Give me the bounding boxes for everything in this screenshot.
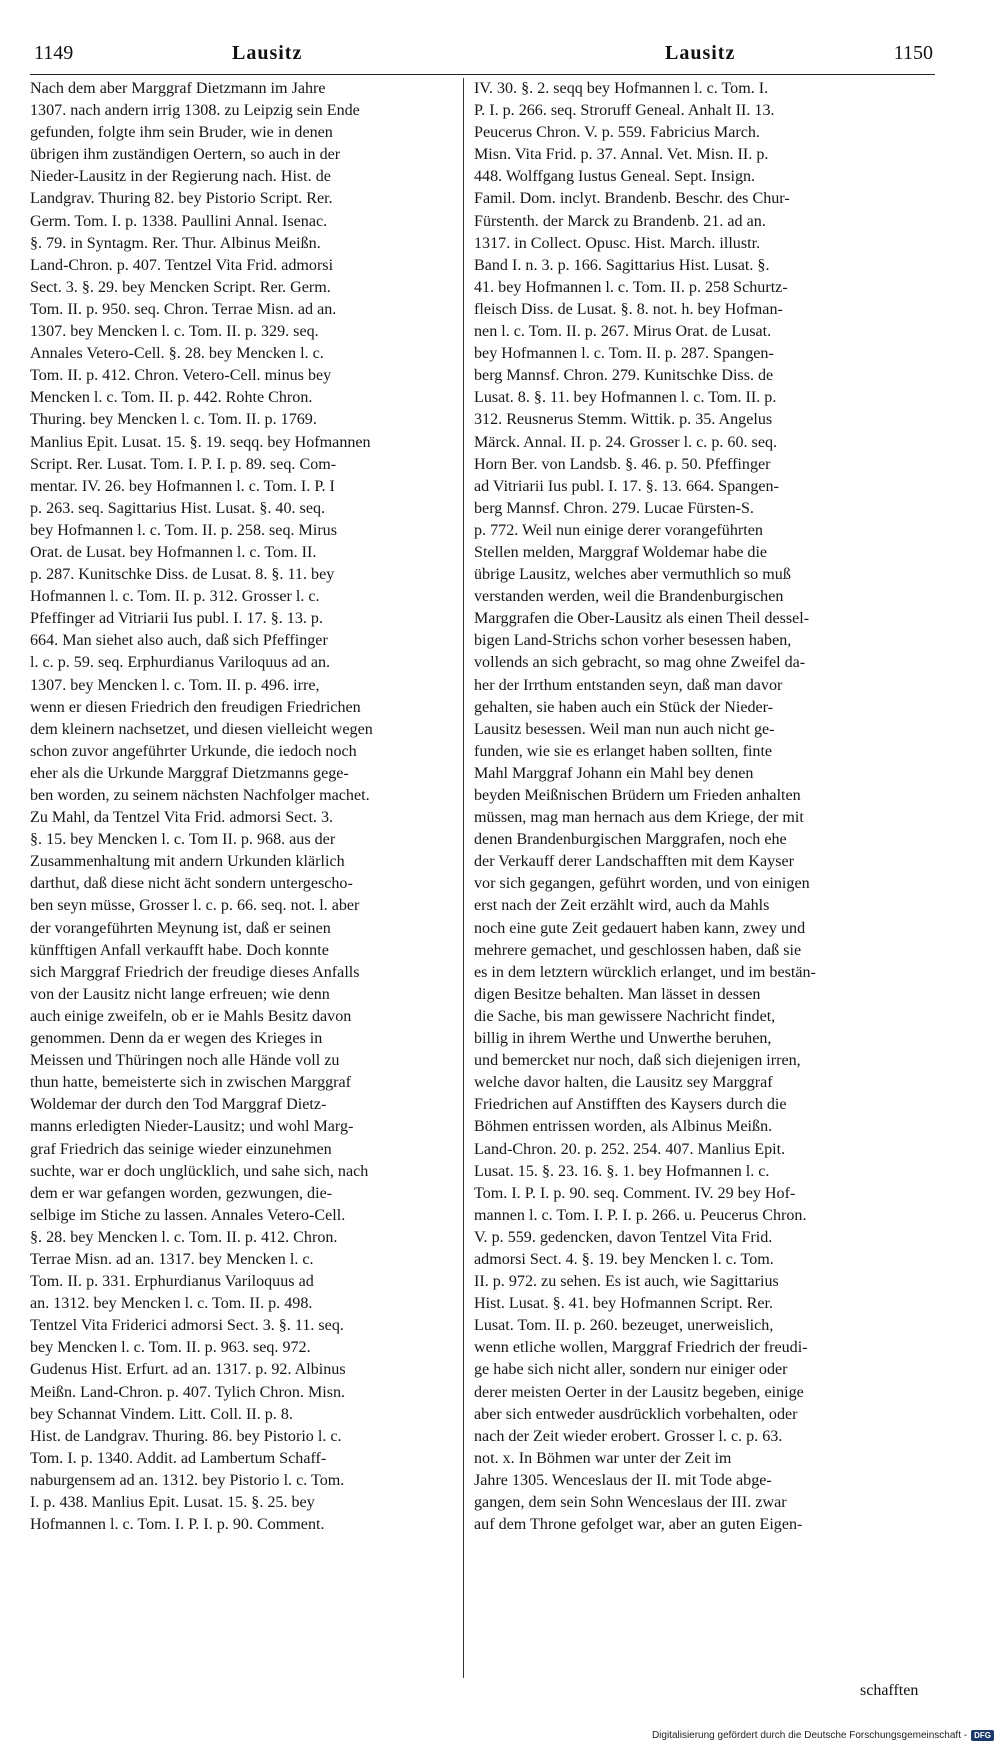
- text-line: noch eine gute Zeit gedauert haben kann, zwey und: [474, 919, 806, 937]
- text-line: Zusammenhaltung mit andern Urkunden klärlich: [30, 853, 345, 871]
- text-line: dem kleinern nachsetzet, und diesen vielleicht wegen: [30, 720, 373, 738]
- text-line: nach der Zeit wieder erobert. Grosser l. c. p. 63.: [474, 1427, 783, 1445]
- text-line: wenn er diesen Friedrich den freudigen Friedrichen: [30, 698, 361, 716]
- text-line: IV. 30. §. 2. seqq bey Hofmannen l. c. Tom. I.: [474, 80, 769, 97]
- text-line: darthut, daß diese nicht ächt sondern untergescho-: [30, 875, 353, 893]
- text-line: ge habe sich nicht aller, sondern nur einiger oder: [474, 1361, 788, 1379]
- text-line: Mencken l. c. Tom. II. p. 442. Rohte Chron.: [30, 389, 313, 407]
- running-title-right: Lausitz: [665, 42, 736, 64]
- text-line: nen l. c. Tom. II. p. 267. Mirus Orat. de Lusat.: [474, 323, 772, 341]
- text-line: thun hatte, bemeisterte sich in zwischen Marggraf: [30, 1074, 352, 1092]
- text-line: erst nach der Zeit erzählt wird, auch da Mahls: [474, 897, 770, 915]
- text-line: von der Lausitz nicht lange erfreuen; wie denn: [30, 985, 330, 1003]
- text-line: Hist. de Landgrav. Thuring. 86. bey Pistorio l. c.: [30, 1427, 342, 1445]
- text-line: vollends an sich gebracht, so mag ohne Zweifel da-: [474, 654, 806, 672]
- text-line: mentar. IV. 26. bey Hofmannen l. c. Tom. I. P. I: [30, 477, 335, 495]
- text-line: Manlius Epit. Lusat. 15. §. 19. seqq. bey Hofmannen: [30, 433, 371, 451]
- page-number-left: 1149: [34, 42, 74, 64]
- text-line: dem er war gefangen worden, gezwungen, die-: [30, 1184, 333, 1202]
- text-line: gangen, dem sein Sohn Wenceslaus der III. zwar: [474, 1494, 787, 1511]
- text-line: Lusat. Tom. II. p. 260. bezeuget, unerweislich,: [474, 1317, 774, 1335]
- running-head: [30, 36, 935, 76]
- text-line: mannen l. c. Tom. I. P. I. p. 266. u. Peucerus Chron.: [474, 1206, 807, 1224]
- text-line: und bemercket nur noch, daß sich diejenigen irren,: [474, 1052, 801, 1070]
- text-line: 41. bey Hofmannen l. c. Tom. II. p. 258 Schurtz-: [474, 278, 788, 296]
- text-line: billig in ihrem Werthe und Unwerthe beruhen,: [474, 1030, 772, 1048]
- text-line: Zu Mahl, da Tentzel Vita Frid. admorsi Sect. 3.: [30, 809, 334, 827]
- dfg-logo: DFG: [971, 1730, 994, 1741]
- text-line: Land-Chron. p. 407. Tentzel Vita Frid. admorsi: [30, 256, 334, 274]
- text-line: Annales Vetero-Cell. §. 28. bey Mencken l. c.: [30, 345, 324, 363]
- text-line: Hofmannen l. c. Tom. II. p. 312. Grosser l. c.: [30, 588, 320, 606]
- text-line: Nieder-Lausitz in der Regierung nach. Hist. de: [30, 168, 331, 186]
- header-rule: [30, 74, 935, 75]
- text-line: bey Mencken l. c. Tom. II. p. 963. seq. 972.: [30, 1339, 311, 1357]
- text-line: Terrae Misn. ad an. 1317. bey Mencken l. c.: [30, 1250, 314, 1268]
- text-line: wenn etliche wollen, Marggraf Friedrich der freudi-: [474, 1339, 808, 1357]
- text-line: 312. Reusnerus Stemm. Wittik. p. 35. Angelus: [474, 411, 773, 429]
- text-line: II. p. 972. zu sehen. Es ist auch, wie Sagittarius: [474, 1273, 779, 1291]
- text-line: Sect. 3. §. 29. bey Mencken Script. Rer. Germ.: [30, 278, 331, 296]
- text-line: her der Irrthum entstanden seyn, daß man davor: [474, 676, 783, 694]
- text-line: ben worden, zu seinem nächsten Nachfolger machet.: [30, 787, 370, 804]
- text-line: müssen, mag man hernach aus dem Kriege, der mit: [474, 809, 804, 827]
- text-line: not. x. In Böhmen war unter der Zeit im: [474, 1449, 732, 1467]
- text-line: Jahre 1305. Wenceslaus der II. mit Tode abge-: [474, 1471, 772, 1489]
- text-line: eher als die Urkunde Marggraf Dietzmanns gege-: [30, 764, 349, 782]
- text-line: Lausitz besessen. Weil man nun auch nicht ge-: [474, 720, 775, 738]
- text-line: beyden Meißnischen Brüdern um Frieden anhalten: [474, 787, 801, 804]
- text-line: p. 263. seq. Sagittarius Hist. Lusat. §. 40. seq.: [30, 499, 326, 517]
- left-column: [30, 78, 462, 1536]
- text-line: V. p. 559. gedencken, davon Tentzel Vita Frid.: [474, 1228, 773, 1246]
- text-line: Band I. n. 3. p. 166. Sagittarius Hist. Lusat. §.: [474, 256, 770, 274]
- text-line: 664. Man siehet also auch, daß sich Pfeffinger: [30, 632, 328, 650]
- text-line: Script. Rer. Lusat. Tom. I. P. I. p. 89. seq. Com-: [30, 455, 337, 473]
- text-line: Famil. Dom. inclyt. Brandenb. Beschr. des Chur-: [474, 190, 790, 208]
- text-line: bey Hofmannen l. c. Tom. II. p. 287. Spangen-: [474, 345, 774, 363]
- text-line: funden, wie sie es erlanget haben sollten, finte: [474, 742, 773, 760]
- text-line: Marggrafen die Ober-Lausitz als einen Theil dessel-: [474, 610, 810, 628]
- text-line: schon zuvor angeführter Urkunde, die iedoch noch: [30, 742, 357, 760]
- text-line: derer meisten Oerter in der Lausitz begeben, einige: [474, 1383, 804, 1401]
- text-line: Mahl Marggraf Johann ein Mahl bey denen: [474, 764, 754, 782]
- text-line: Woldemar der durch den Tod Marggraf Dietz-: [30, 1096, 327, 1114]
- text-line: P. I. p. 266. seq. Stroruff Geneal. Anhalt II. 13.: [474, 102, 775, 120]
- text-line: die Sache, bis man gewissere Nachricht findet,: [474, 1007, 776, 1025]
- text-line: berg Mannsf. Chron. 279. Lucae Fürsten-S.: [474, 499, 754, 517]
- text-line: digen Besitze behalten. Man lässet in dessen: [474, 985, 761, 1003]
- text-line: p. 287. Kunitschke Diss. de Lusat. 8. §. 11. bey: [30, 566, 335, 584]
- text-line: §. 28. bey Mencken l. c. Tom. II. p. 412. Chron.: [30, 1228, 338, 1246]
- text-line: welche davor halten, die Lausitz sey Marggraf: [474, 1074, 773, 1092]
- text-line: Gudenus Hist. Erfurt. ad an. 1317. p. 92. Albinus: [30, 1361, 346, 1379]
- text-line: es in dem letztern würcklich erlanget, und im bestän-: [474, 963, 816, 981]
- text-line: §. 15. bey Mencken l. c. Tom II. p. 968. aus der: [30, 831, 336, 849]
- text-line: Hofmannen l. c. Tom. I. P. I. p. 90. Comment.: [30, 1516, 325, 1534]
- text-line: auch einige zweifeln, ob er ie Mahls Besitz davon: [30, 1007, 352, 1025]
- text-line: auf dem Throne gefolget war, aber an guten Eigen-: [474, 1516, 803, 1534]
- text-line: selbige im Stiche zu lassen. Annales Vetero-Cell.: [30, 1206, 346, 1224]
- text-line: suchte, war er doch unglücklich, und sahe sich, nach: [30, 1162, 369, 1180]
- text-line: bigen Land-Strichs schon vorher besessen haben,: [474, 632, 792, 650]
- text-line: 1317. in Collect. Opusc. Hist. March. illustr.: [474, 234, 761, 252]
- text-line: bey Hofmannen l. c. Tom. II. p. 258. seq. Mirus: [30, 521, 337, 539]
- text-line: l. c. p. 59. seq. Erphurdianus Variloquus ad an.: [30, 654, 331, 672]
- text-line: Pfeffinger ad Vitriarii Ius publ. I. 17. §. 13. p.: [30, 610, 323, 628]
- text-line: Tom. II. p. 412. Chron. Vetero-Cell. minus bey: [30, 367, 332, 385]
- text-line: gefunden, folgte ihm sein Bruder, wie in denen: [30, 124, 333, 142]
- text-line: bey Schannat Vindem. Litt. Coll. II. p. 8.: [30, 1405, 293, 1423]
- text-line: Böhmen entrissen worden, als Albinus Meißn.: [474, 1118, 773, 1136]
- text-line: I. p. 438. Manlius Epit. Lusat. 15. §. 25. bey: [30, 1494, 315, 1511]
- text-line: künfftigen Anfall verkaufft habe. Doch konnte: [30, 941, 329, 959]
- text-line: §. 79. in Syntagm. Rer. Thur. Albinus Meißn.: [30, 234, 321, 252]
- text-line: fleisch Diss. de Lusat. §. 8. not. h. bey Hofman-: [474, 300, 783, 318]
- text-line: Hist. Lusat. §. 41. bey Hofmannen Script. Rer.: [474, 1295, 774, 1313]
- text-line: genommen. Denn da er wegen des Krieges in: [30, 1030, 323, 1048]
- text-line: gehalten, sie haben auch ein Stück der Nieder-: [474, 698, 774, 716]
- text-line: verstanden werden, weil die Brandenburgischen: [474, 588, 784, 606]
- text-line: Märck. Annal. II. p. 24. Grosser l. c. p. 60. seq.: [474, 433, 778, 451]
- digitization-footer: [652, 1730, 994, 1741]
- text-line: denen Brandenburgischen Marggrafen, noch ehe: [474, 831, 787, 849]
- text-line: Nach dem aber Marggraf Dietzmann im Jahre: [30, 80, 326, 97]
- right-column: [474, 78, 935, 1536]
- text-line: admorsi Sect. 4. §. 19. bey Mencken l. c. Tom.: [474, 1250, 774, 1268]
- text-line: Tom. I. p. 1340. Addit. ad Lambertum Schaff-: [30, 1449, 327, 1467]
- text-line: Lusat. 15. §. 23. 16. §. 1. bey Hofmannen l. c.: [474, 1162, 770, 1180]
- text-line: übrige Lausitz, welches aber vermuthlich so muß: [474, 566, 791, 584]
- text-line: Tom. II. p. 950. seq. Chron. Terrae Misn. ad an.: [30, 300, 337, 318]
- text-line: Horn Ber. von Landsb. §. 46. p. 50. Pfeffinger: [474, 455, 771, 473]
- text-line: Friedrichen auf Anstifften des Kaysers durch die: [474, 1096, 787, 1114]
- text-line: manns erledigten Nieder-Lausitz; und wohl Marg-: [30, 1118, 354, 1136]
- text-line: Fürstenth. der Marck zu Brandenb. 21. ad an.: [474, 212, 766, 230]
- text-line: Tentzel Vita Friderici admorsi Sect. 3. §. 11. seq.: [30, 1317, 344, 1335]
- column-divider: [463, 78, 464, 1678]
- text-line: sich Marggraf Friedrich der freudige dieses Anfalls: [30, 963, 360, 981]
- text-line: an. 1312. bey Mencken l. c. Tom. II. p. 498.: [30, 1295, 313, 1313]
- text-line: der vorangeführten Meynung ist, daß er seinen: [30, 919, 331, 937]
- text-line: Lusat. 8. §. 11. bey Hofmannen l. c. Tom. II. p.: [474, 389, 777, 407]
- text-line: berg Mannsf. Chron. 279. Kunitschke Diss. de: [474, 367, 774, 385]
- text-line: naburgensem ad an. 1312. bey Pistorio l. c. Tom.: [30, 1471, 345, 1489]
- text-line: der Verkauff derer Landschafften mit dem Kayser: [474, 853, 794, 871]
- text-line: ad Vitriarii Ius publ. I. 17. §. 13. 664. Spangen-: [474, 477, 779, 495]
- text-line: Orat. de Lusat. bey Hofmannen l. c. Tom. II.: [30, 543, 317, 561]
- text-line: 1307. nach andern irrig 1308. zu Leipzig sein Ende: [30, 102, 360, 120]
- text-line: 1307. bey Mencken l. c. Tom. II. p. 329. seq.: [30, 323, 319, 341]
- text-line: Peucerus Chron. V. p. 559. Fabricius March.: [474, 124, 760, 142]
- text-line: übrigen ihm zuständigen Oertern, so auch in der: [30, 146, 341, 164]
- text-line: Land-Chron. 20. p. 252. 254. 407. Manlius Epit.: [474, 1140, 786, 1158]
- text-line: Misn. Vita Frid. p. 37. Annal. Vet. Misn. II. p.: [474, 146, 769, 164]
- page-number-right: 1150: [893, 42, 933, 64]
- text-line: Thuring. bey Mencken l. c. Tom. II. p. 1769.: [30, 411, 317, 429]
- text-line: Landgrav. Thuring 82. bey Pistorio Script. Rer.: [30, 190, 333, 208]
- running-title-left: Lausitz: [232, 42, 303, 64]
- text-line: 448. Wolffgang Iustus Geneal. Sept. Insign.: [474, 168, 756, 186]
- text-line: Stellen melden, Marggraf Woldemar habe die: [474, 543, 768, 561]
- text-line: ben seyn müsse, Grosser l. c. p. 66. seq. not. l. aber: [30, 897, 360, 915]
- text-line: 1307. bey Mencken l. c. Tom. II. p. 496. irre,: [30, 676, 320, 694]
- text-line: p. 772. Weil nun einige derer vorangeführten: [474, 521, 763, 539]
- catchword: schafften: [860, 1682, 919, 1699]
- text-line: mehrere gemachet, und geschlossen haben, daß sie: [474, 941, 802, 959]
- text-line: Tom. II. p. 331. Erphurdianus Variloquus ad: [30, 1273, 314, 1291]
- text-line: Tom. I. P. I. p. 90. seq. Comment. IV. 29 bey Hof-: [474, 1184, 796, 1202]
- text-line: Meissen und Thüringen noch alle Hände voll zu: [30, 1052, 340, 1070]
- text-line: Germ. Tom. I. p. 1338. Paullini Annal. Isenac.: [30, 212, 328, 230]
- footer-text: Digitalisierung gefördert durch die Deutsche Forschungsgemeinschaft -: [651, 1730, 968, 1741]
- text-line: vor sich gegangen, geführt worden, und von einigen: [474, 875, 810, 893]
- text-line: graf Friedrich das seinige wieder einzunehmen: [30, 1140, 332, 1158]
- text-line: aber sich entweder ausdrücklich vorbehalten, oder: [474, 1405, 798, 1423]
- text-line: Meißn. Land-Chron. p. 407. Tylich Chron. Misn.: [30, 1383, 346, 1401]
